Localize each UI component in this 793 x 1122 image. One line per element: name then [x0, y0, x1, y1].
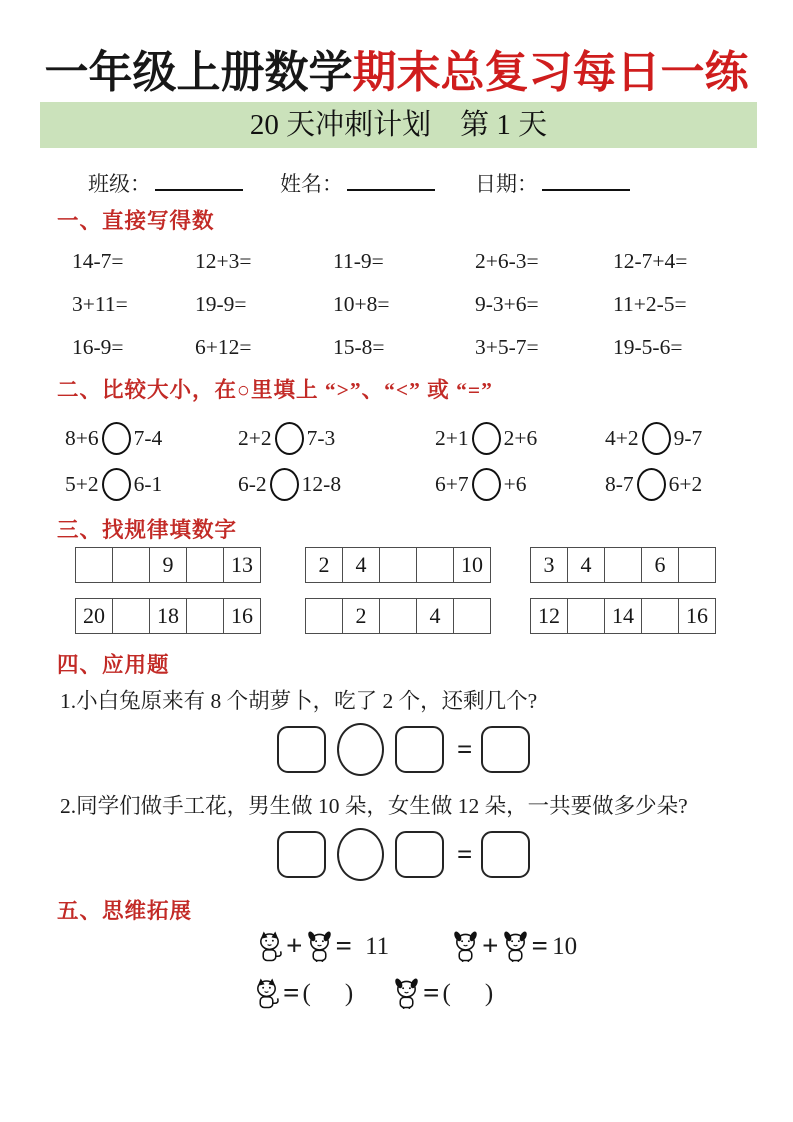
- answer-cat-equation: [253, 977, 353, 1010]
- plus-sign: +: [286, 930, 303, 962]
- pattern-cell: 2: [343, 599, 380, 634]
- dog-icon: [393, 977, 420, 1010]
- operator-circle: [337, 723, 384, 776]
- left-expression: 2+2: [238, 425, 272, 450]
- arithmetic-problem: 2+6-3=: [475, 249, 539, 273]
- answer-circle: [102, 468, 131, 501]
- left-expression: 6-2: [238, 471, 267, 496]
- pattern-cell: [417, 548, 454, 583]
- arithmetic-grid: [72, 240, 772, 369]
- pattern-cell: [568, 599, 605, 634]
- comparison-problem: [238, 416, 435, 460]
- result-box: [481, 831, 530, 878]
- number-pattern-table: [305, 547, 491, 583]
- date-blank-line: [542, 170, 630, 191]
- pattern-cell: 16: [679, 599, 716, 634]
- comparison-problem: [605, 416, 775, 460]
- number-pattern-table: [530, 598, 716, 634]
- answer-box: [277, 831, 326, 878]
- pattern-cell: 9: [150, 548, 187, 583]
- pattern-cell: [380, 548, 417, 583]
- equation-dog-plus-dog: [452, 930, 577, 963]
- section4-heading: 四、应用题: [57, 653, 170, 677]
- equals-sign: =: [335, 930, 353, 962]
- answer-paren-close: ): [484, 979, 494, 1007]
- number-pattern-table: [75, 598, 261, 634]
- equals-sign: =: [531, 930, 549, 962]
- pattern-cell: 16: [224, 599, 261, 634]
- pattern-cell: 14: [605, 599, 642, 634]
- arithmetic-problem: 12-7+4=: [613, 249, 688, 273]
- page-title: [0, 36, 793, 100]
- pattern-cell: [642, 599, 679, 634]
- pattern-cell: [187, 599, 224, 634]
- answer-box: [395, 726, 444, 773]
- arithmetic-problem: 14-7=: [72, 249, 124, 273]
- comparison-problem: [435, 462, 605, 506]
- arithmetic-problem: 3+5-7=: [475, 335, 539, 359]
- answer-dog-equation: [393, 977, 493, 1010]
- pattern-cell: 2: [306, 548, 343, 583]
- sum-value: 10: [552, 932, 578, 960]
- right-expression: 12-8: [301, 471, 342, 496]
- pattern-cell: [76, 548, 113, 583]
- equals-sign: =: [283, 977, 300, 1009]
- equation-cat-plus-dog: [256, 930, 389, 963]
- left-expression: 6+7: [435, 471, 469, 496]
- pattern-cell: [306, 599, 343, 634]
- number-pattern-table: [75, 547, 261, 583]
- answer-paren-open: (: [442, 979, 451, 1007]
- dog-icon: [306, 930, 333, 963]
- left-expression: 4+2: [605, 425, 639, 450]
- left-expression: 2+1: [435, 425, 469, 450]
- answer-circle: [472, 468, 501, 501]
- pattern-cell: 3: [531, 548, 568, 583]
- pattern-cell: [187, 548, 224, 583]
- result-box: [481, 726, 530, 773]
- arithmetic-problem: 9-3+6=: [475, 292, 539, 316]
- arithmetic-problem: 16-9=: [72, 335, 124, 359]
- class-label: 班级：: [88, 172, 151, 196]
- arithmetic-problem: 3+11=: [72, 292, 128, 316]
- arithmetic-problem: 12+3=: [195, 249, 252, 273]
- equals-sign: =: [457, 734, 473, 764]
- right-expression: 9-7: [673, 425, 703, 450]
- cat-icon: [253, 977, 280, 1010]
- dog-icon: [452, 930, 479, 963]
- right-expression: 6+2: [668, 471, 703, 496]
- word-problem-1: 1.小白兔原来有 8 个胡萝卜，吃了 2 个，还剩几个?: [60, 689, 538, 713]
- section3-heading: 三、找规律填数字: [57, 518, 238, 542]
- name-blank-line: [347, 170, 435, 191]
- comparison-problem: [65, 416, 238, 460]
- comparison-row: [65, 462, 775, 506]
- equals-sign: =: [423, 977, 440, 1009]
- arithmetic-problem: 15-8=: [333, 335, 385, 359]
- sum-value: 11: [365, 932, 390, 960]
- comparison-row: [65, 416, 775, 460]
- right-expression: +6: [503, 471, 527, 496]
- right-expression: 2+6: [503, 425, 538, 450]
- arithmetic-problem: 10+8=: [333, 292, 390, 316]
- arithmetic-problem: 11-9=: [333, 249, 384, 273]
- class-blank-line: [155, 170, 243, 191]
- left-expression: 8-7: [605, 471, 634, 496]
- word-problem-2: 2.同学们做手工花，男生做 10 朵，女生做 12 朵，一共要做多少朵?: [60, 794, 688, 818]
- answer-circle: [642, 422, 671, 455]
- left-expression: 5+2: [65, 471, 99, 496]
- number-pattern-table: [530, 547, 716, 583]
- date-field: [475, 168, 630, 198]
- section1-heading: 一、直接写得数: [57, 209, 215, 233]
- pattern-cell: 4: [568, 548, 605, 583]
- comparison-problem: [238, 462, 435, 506]
- answer-circle: [637, 468, 666, 501]
- right-expression: 7-3: [306, 425, 336, 450]
- pattern-cell: 4: [417, 599, 454, 634]
- class-field: [88, 168, 243, 198]
- operator-circle: [337, 828, 384, 881]
- answer-paren-close: ): [344, 979, 354, 1007]
- arithmetic-problem: 11+2-5=: [613, 292, 687, 316]
- cat-icon: [256, 930, 283, 963]
- title-black-part: 一年级上册数学: [44, 48, 353, 97]
- pattern-cell: [679, 548, 716, 583]
- comparison-problem: [65, 462, 238, 506]
- pattern-cell: 12: [531, 599, 568, 634]
- number-pattern-table: [305, 598, 491, 634]
- pattern-cell: 4: [343, 548, 380, 583]
- answer-circle: [270, 468, 299, 501]
- pattern-cell: [113, 599, 150, 634]
- comparison-problem: [605, 462, 775, 506]
- answer-circle: [472, 422, 501, 455]
- answer-circle: [275, 422, 304, 455]
- title-red-part: 期末总复习每日一练: [352, 48, 749, 97]
- plus-sign: +: [482, 930, 499, 962]
- answer-circle: [102, 422, 131, 455]
- pattern-cell: [113, 548, 150, 583]
- answer-shapes-row-1: [277, 723, 541, 776]
- equals-sign: =: [457, 839, 473, 869]
- left-expression: 8+6: [65, 425, 99, 450]
- arithmetic-problem: 6+12=: [195, 335, 252, 359]
- pattern-cell: 13: [224, 548, 261, 583]
- pattern-cell: [380, 599, 417, 634]
- name-field: [280, 168, 435, 198]
- right-expression: 7-4: [133, 425, 163, 450]
- pattern-cell: [605, 548, 642, 583]
- section5-heading: 五、思维拓展: [57, 899, 193, 923]
- pattern-cell: 20: [76, 599, 113, 634]
- dog-icon: [502, 930, 529, 963]
- answer-box: [277, 726, 326, 773]
- answer-paren-open: (: [302, 979, 311, 1007]
- pattern-cell: 6: [642, 548, 679, 583]
- date-label: 日期：: [475, 172, 538, 196]
- right-expression: 6-1: [133, 471, 163, 496]
- pattern-cell: 10: [454, 548, 491, 583]
- banner-day-plan: 20 天冲刺计划 第 1 天: [40, 102, 757, 148]
- name-label: 姓名：: [280, 172, 343, 196]
- arithmetic-problem: 19-9=: [195, 292, 247, 316]
- section2-heading: 二、比较大小，在○里填上 “>”、“<” 或 “=”: [57, 378, 493, 402]
- answer-shapes-row-2: [277, 828, 541, 881]
- answer-box: [395, 831, 444, 878]
- pattern-cell: 18: [150, 599, 187, 634]
- pattern-cell: [454, 599, 491, 634]
- arithmetic-problem: 19-5-6=: [613, 335, 683, 359]
- comparison-problem: [435, 416, 605, 460]
